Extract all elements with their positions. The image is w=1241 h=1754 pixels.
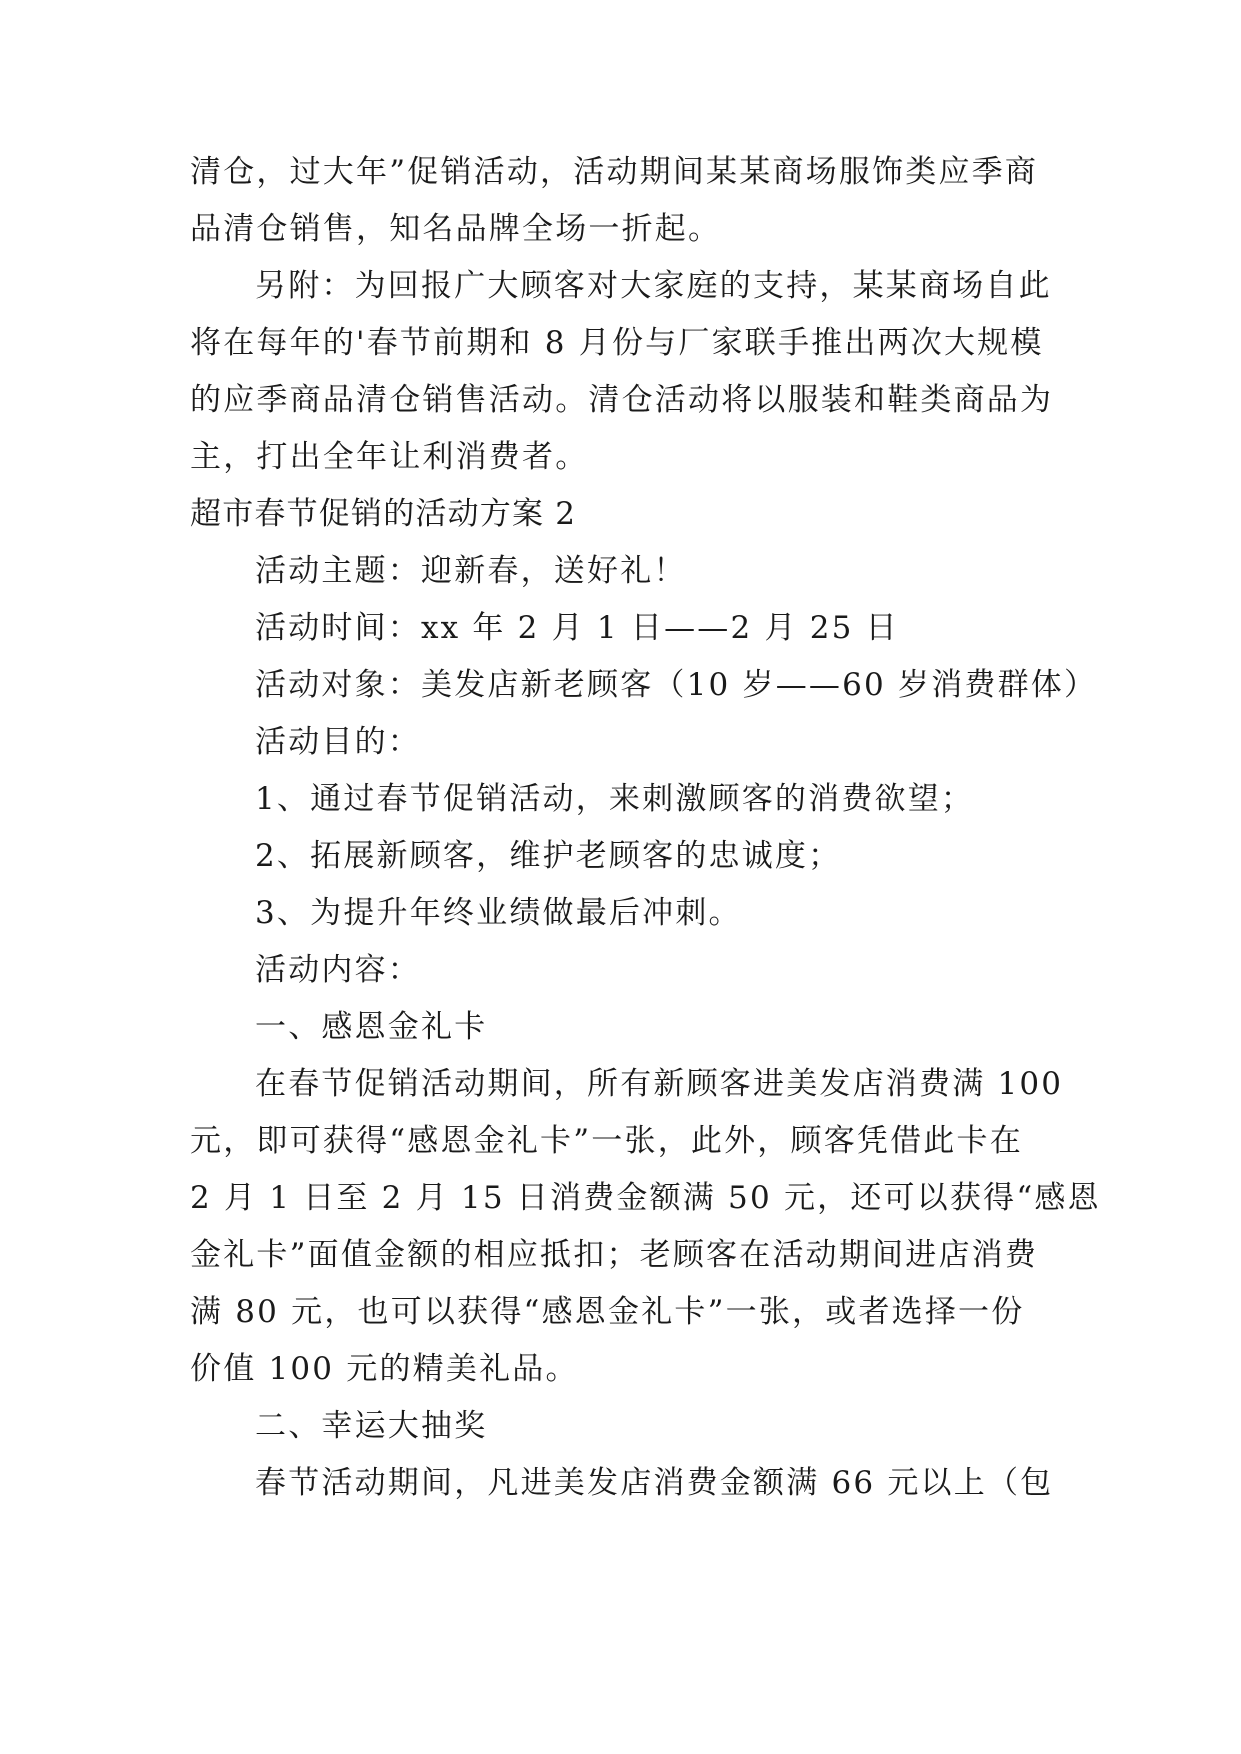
- paragraph-line: 满 80 元，也可以获得“感恩金礼卡”一张，或者选择一份: [190, 1294, 1025, 1330]
- paragraph-line: 价值 100 元的精美礼品。: [190, 1351, 579, 1387]
- paragraph-line: 将在每年的'春节前期和 8 月份与厂家联手推出两次大规模: [190, 325, 1044, 361]
- paragraph-line: 另附：为回报广大顾客对大家庭的支持，某某商场自此: [255, 268, 1052, 304]
- paragraph-line: 活动时间：xx 年 2 月 1 日——2 月 25 日: [255, 610, 899, 646]
- section-heading: 超市春节促销的活动方案 2: [190, 496, 577, 532]
- subsection-heading: 一、感恩金礼卡: [255, 1009, 488, 1045]
- paragraph-line: 活动主题：迎新春，送好礼！: [255, 553, 687, 589]
- paragraph-line: 清仓，过大年”促销活动，活动期间某某商场服饰类应季商: [190, 154, 1039, 190]
- list-item: 2、拓展新顾客，维护老顾客的忠诚度；: [255, 838, 842, 874]
- list-item: 1、通过春节促销活动，来刺激顾客的消费欲望；: [255, 781, 975, 817]
- paragraph-line: 在春节促销活动期间，所有新顾客进美发店消费满 100: [255, 1066, 1064, 1102]
- paragraph-line: 元，即可获得“感恩金礼卡”一张，此外，顾客凭借此卡在: [190, 1123, 1023, 1159]
- paragraph-line: 2 月 1 日至 2 月 15 日消费金额满 50 元，还可以获得“感恩: [190, 1180, 1101, 1216]
- list-item: 3、为提升年终业绩做最后冲刺。: [255, 895, 742, 931]
- subsection-heading: 二、幸运大抽奖: [255, 1408, 488, 1444]
- paragraph-line: 的应季商品清仓销售活动。清仓活动将以服装和鞋类商品为: [190, 382, 1054, 418]
- paragraph-line: 活动目的：: [255, 724, 421, 760]
- paragraph-line: 春节活动期间，凡进美发店消费金额满 66 元以上（包: [255, 1465, 1054, 1501]
- paragraph-line: 品清仓销售，知名品牌全场一折起。: [190, 211, 722, 247]
- paragraph-line: 主，打出全年让利消费者。: [190, 439, 589, 475]
- paragraph-line: 金礼卡”面值金额的相应抵扣；老顾客在活动期间进店消费: [190, 1237, 1039, 1273]
- paragraph-line: 活动对象：美发店新老顾客（10 岁——60 岁消费群体）: [255, 667, 1098, 703]
- paragraph-line: 活动内容：: [255, 952, 421, 988]
